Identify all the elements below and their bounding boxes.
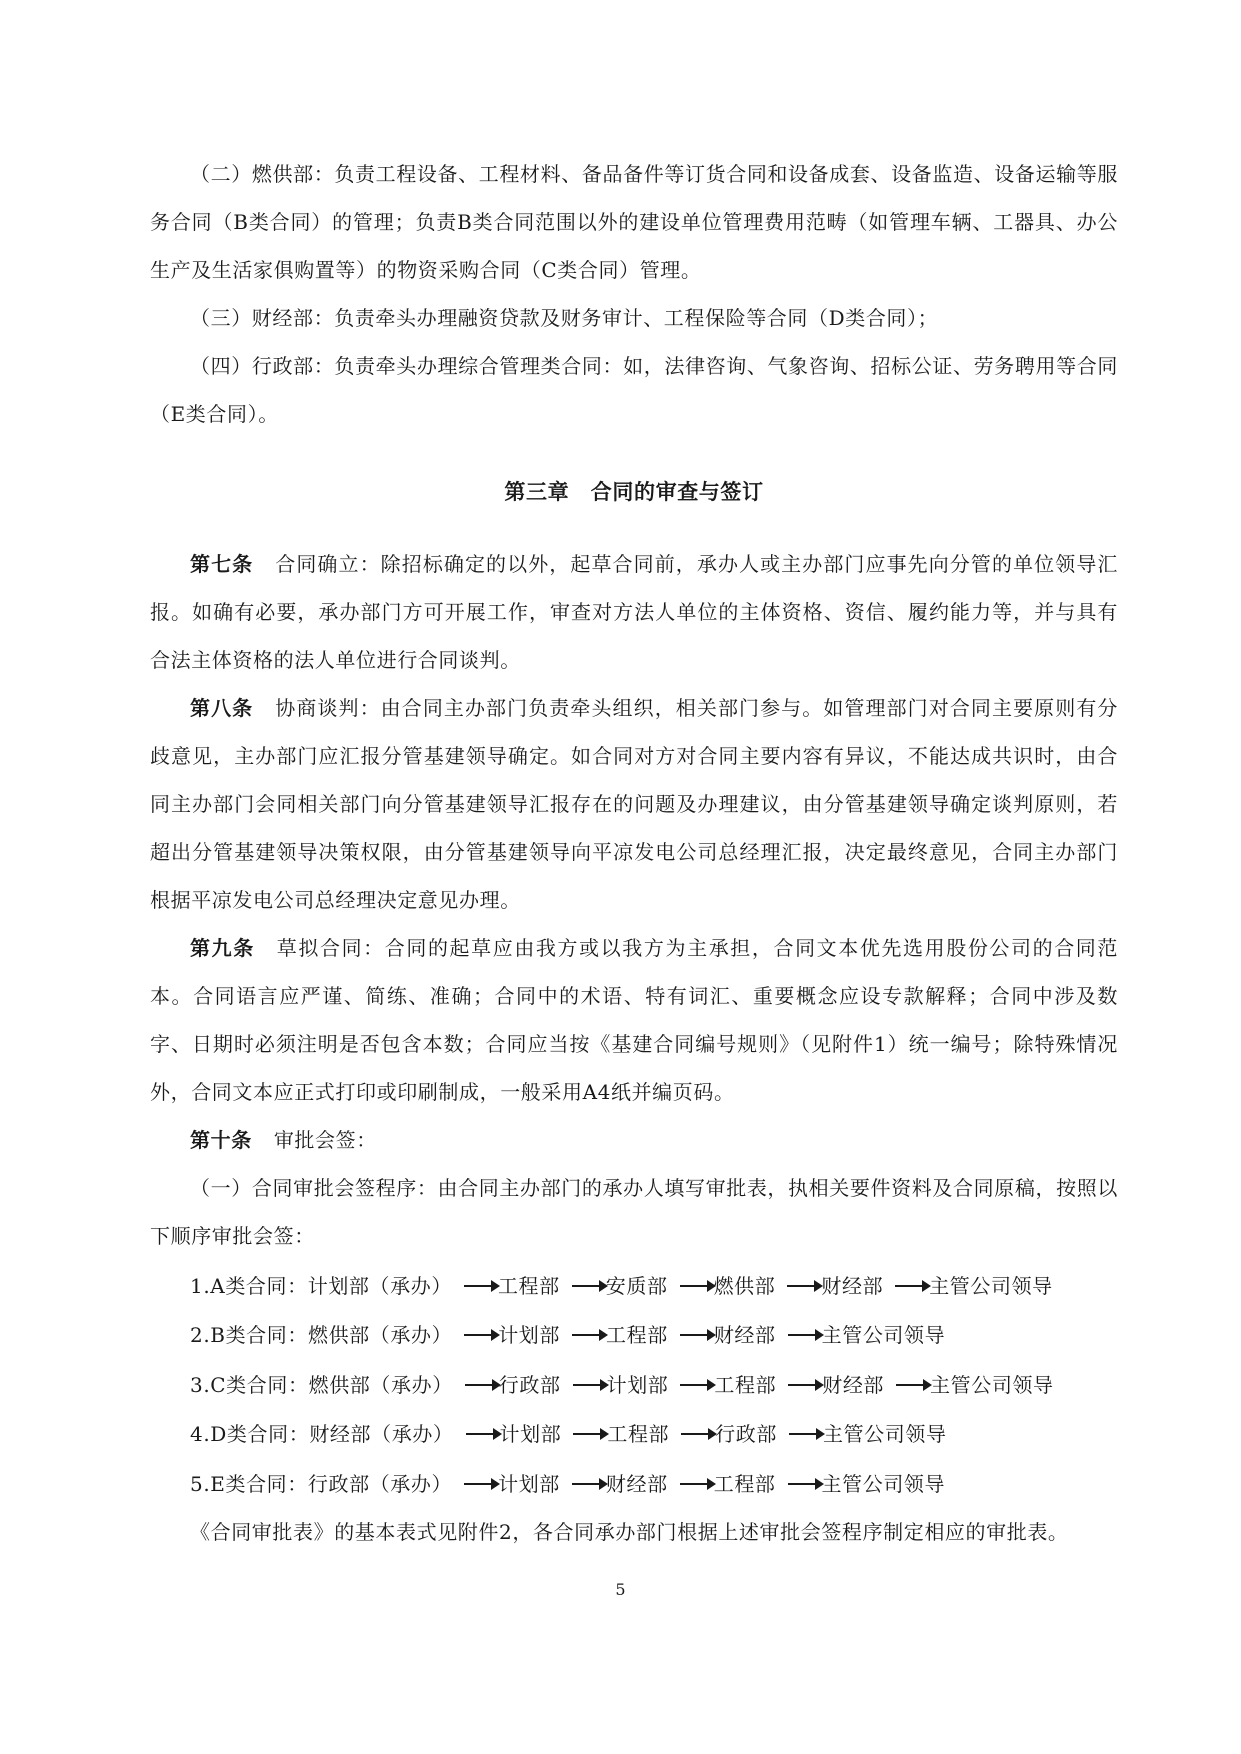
article-text: 协商谈判：由合同主办部门负责牵头组织，相关部门参与。如管理部门对合同主要原则有分歧意见，主办部门应汇报分管基建领导确定。如合同对方对合同主要内容有异议，不能达成共识时，由合同主办部门会同相关部门向分管基建领导汇报存在的问题及办理建议，由分管基建领导确定谈判原则，若超出分管基建领导决策权限，由分管基建领导向平凉发电公司总经理汇报，决定最终意见，合同主办部门根据平凉发电公司总经理决定意见办理。 — [150, 696, 1118, 912]
document-page — [150, 150, 1118, 1556]
flow-prefix: 2.B类合同： — [190, 1323, 308, 1347]
flow-prefix: 5.E类合同： — [190, 1471, 308, 1496]
paragraph-fuel-supply: （二）燃供部：负责工程设备、工程材料、备品备件等订货合同和设备成套、设备监造、设备运输等服务合同（B类合同）的管理；负责B类合同范围以外的建设单位管理费用范畴（如管理车辆、工器具、办公生产及生活家俱购置等）的物资采购合同（C类合同）管理。 — [150, 162, 1118, 282]
flow-step: 计划部 — [498, 1323, 560, 1347]
article-10 — [150, 1116, 1118, 1164]
arrow-right-icon — [789, 1433, 823, 1435]
closing-note: 《合同审批表》的基本表式见附件2，各合同承办部门根据上述审批会签程序制定相应的审批表。 — [190, 1519, 1069, 1544]
flow-prefix: 1.A类合同： — [190, 1273, 308, 1298]
arrow-right-icon — [680, 1334, 714, 1336]
flow-step: 主管公司领导 — [929, 1273, 1053, 1298]
arrow-right-icon — [680, 1285, 714, 1287]
approval-flow-list — [150, 1260, 1118, 1508]
flow-step: 计划部 — [606, 1372, 669, 1397]
arrow-right-icon — [465, 1384, 499, 1386]
arrow-right-icon — [680, 1483, 714, 1485]
arrow-right-icon — [572, 1285, 606, 1287]
flow-step: 计划部（承办） — [307, 1273, 452, 1298]
paragraph-finance: （三）财经部：负责牵头办理融资贷款及财务审计、工程保险等合同（D类合同）； — [190, 306, 939, 330]
flow-step: 计划部 — [498, 1471, 560, 1496]
flow-step: 工程部 — [714, 1372, 777, 1397]
arrow-right-icon — [464, 1334, 498, 1336]
flow-step: 燃供部 — [713, 1273, 776, 1298]
chapter-title: 第三章 合同的审查与签订 — [504, 480, 764, 504]
arrow-right-icon — [680, 1384, 714, 1386]
arrow-right-icon — [573, 1384, 607, 1386]
flow-step: 工程部 — [713, 1471, 776, 1496]
arrow-right-icon — [896, 1384, 930, 1386]
flow-step: 计划部 — [499, 1422, 562, 1446]
arrow-right-icon — [895, 1285, 929, 1287]
flow-prefix: 3.C类合同： — [190, 1372, 309, 1397]
arrow-right-icon — [788, 1334, 822, 1336]
arrow-right-icon — [572, 1334, 606, 1336]
article-label: 第七条 — [190, 552, 254, 576]
arrow-right-icon — [464, 1483, 498, 1485]
flow-step: 财经部 — [713, 1323, 776, 1347]
flow-prefix: 4.D类合同： — [190, 1422, 310, 1446]
approval-flow-row — [150, 1260, 1118, 1310]
flow-step: 主管公司领导 — [821, 1471, 946, 1496]
arrow-right-icon — [788, 1483, 822, 1485]
flow-step: 燃供部（承办） — [308, 1372, 453, 1397]
approval-flow-row — [150, 1359, 1118, 1409]
flow-step: 行政部 — [498, 1372, 561, 1397]
arrow-right-icon — [681, 1433, 715, 1435]
flow-step: 财经部 — [822, 1372, 885, 1397]
article-label: 第九条 — [190, 936, 255, 960]
flow-step: 燃供部（承办） — [307, 1323, 453, 1347]
flow-step: 工程部 — [497, 1273, 560, 1298]
article-text: 审批会签： — [273, 1128, 377, 1152]
flow-step: 财经部（承办） — [309, 1422, 454, 1446]
article-text: 草拟合同：合同的起草应由我方或以我方为主承担，合同文本优先选用股份公司的合同范本。合同语言应严谨、简练、准确；合同中的术语、特有词汇、重要概念应设专款解释；合同中涉及数字、日期时必须注明是否包含本数；合同应当按《基建合同编号规则》（见附件1）统一编号；除特殊情况外，合同文本应正式打印或印刷制成，一般采用A4纸并编页码。 — [150, 936, 1118, 1104]
flow-step: 主管公司领导 — [930, 1372, 1054, 1397]
arrow-right-icon — [788, 1384, 822, 1386]
flow-step: 工程部 — [607, 1422, 670, 1446]
article-9 — [150, 924, 1118, 1116]
flow-step: 主管公司领导 — [822, 1422, 947, 1446]
arrow-right-icon — [573, 1433, 607, 1435]
flow-step: 财经部 — [605, 1471, 668, 1496]
flow-step: 财经部 — [821, 1273, 884, 1298]
arrow-right-icon — [787, 1285, 821, 1287]
flow-step: 行政部 — [715, 1422, 777, 1446]
article-text: 合同确立：除招标确定的以外，起草合同前，承办人或主办部门应事先向分管的单位领导汇报。如确有必要，承办部门方可开展工作，审查对方法人单位的主体资格、资信、履约能力等，并与具有合法主体资格的法人单位进行合同谈判。 — [150, 552, 1118, 672]
flow-step: 主管公司领导 — [821, 1323, 946, 1347]
article-7 — [150, 540, 1118, 684]
approval-flow-row — [150, 1409, 1118, 1459]
approval-flow-row — [150, 1310, 1118, 1360]
page-number: 5 — [615, 1580, 626, 1599]
arrow-right-icon — [466, 1433, 500, 1435]
paragraph-admin: （四）行政部：负责牵头办理综合管理类合同：如，法律咨询、气象咨询、招标公证、劳务聘用等合同（E类合同）。 — [150, 354, 1118, 426]
flow-step: 行政部（承办） — [307, 1471, 453, 1496]
flow-step: 工程部 — [606, 1323, 668, 1347]
approval-flow-row — [150, 1458, 1118, 1508]
arrow-right-icon — [464, 1285, 498, 1287]
article-8 — [150, 684, 1118, 924]
article-label: 第八条 — [190, 696, 254, 720]
arrow-right-icon — [572, 1483, 606, 1485]
article-label: 第十条 — [190, 1128, 252, 1152]
approval-intro: （一）合同审批会签程序：由合同主办部门的承办人填写审批表，执相关要件资料及合同原稿，按照以下顺序审批会签： — [150, 1176, 1118, 1248]
flow-step: 安质部 — [605, 1273, 668, 1298]
